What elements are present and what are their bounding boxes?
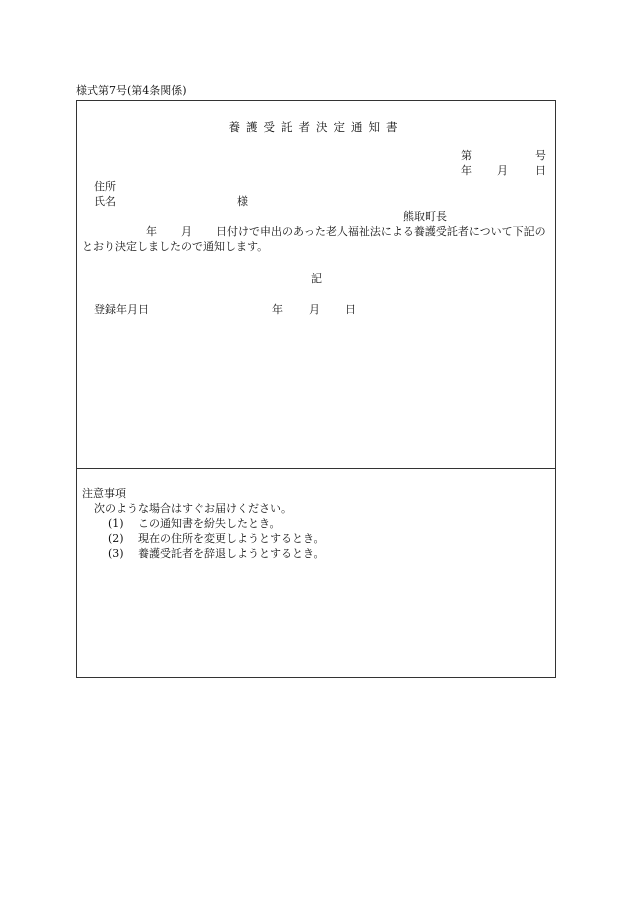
form-number-label: 様式第7号(第4条関係) (76, 84, 187, 97)
notice-body (82, 225, 552, 254)
body-year: 年 (146, 225, 157, 238)
notes-intro: 次のような場合はすぐお届けください。 (94, 502, 292, 515)
ki-marker: 記 (311, 272, 322, 285)
notes-item-2-number: (2) (108, 532, 124, 545)
registration-month: 月 (309, 303, 320, 316)
address-label: 住所 (94, 180, 116, 193)
notes-item-2-text: 現在の住所を変更しようとするとき。 (138, 532, 325, 545)
body-month: 月 (181, 225, 192, 238)
honorific-sama: 様 (237, 195, 248, 208)
notice-form-frame (76, 100, 556, 678)
notes-item-1-text: この通知書を紛失したとき。 (138, 517, 281, 530)
section-divider (77, 468, 555, 469)
doc-date-month: 月 (497, 164, 508, 177)
registration-year: 年 (272, 303, 283, 316)
notes-item-3-text: 養護受託者を辞退しようとするとき。 (138, 547, 325, 560)
registration-day: 日 (345, 303, 356, 316)
name-label: 氏名 (94, 195, 116, 208)
issuer-mayor: 熊取町長 (403, 210, 447, 223)
doc-number-prefix: 第 (461, 149, 472, 162)
document-title: 養護受託者決定通知書 (228, 120, 404, 134)
registration-date-label: 登録年月日 (94, 303, 149, 316)
doc-date-day: 日 (535, 164, 546, 177)
doc-date-year: 年 (461, 164, 472, 177)
body-text: 日付けで申出のあった老人福祉法による養護受託者について下記のとおり決定しましたので通知します。 (82, 225, 546, 253)
notes-item-1-number: (1) (108, 517, 124, 530)
doc-number-suffix: 号 (535, 149, 546, 162)
notes-heading: 注意事項 (82, 487, 126, 500)
notes-item-3-number: (3) (108, 547, 124, 560)
